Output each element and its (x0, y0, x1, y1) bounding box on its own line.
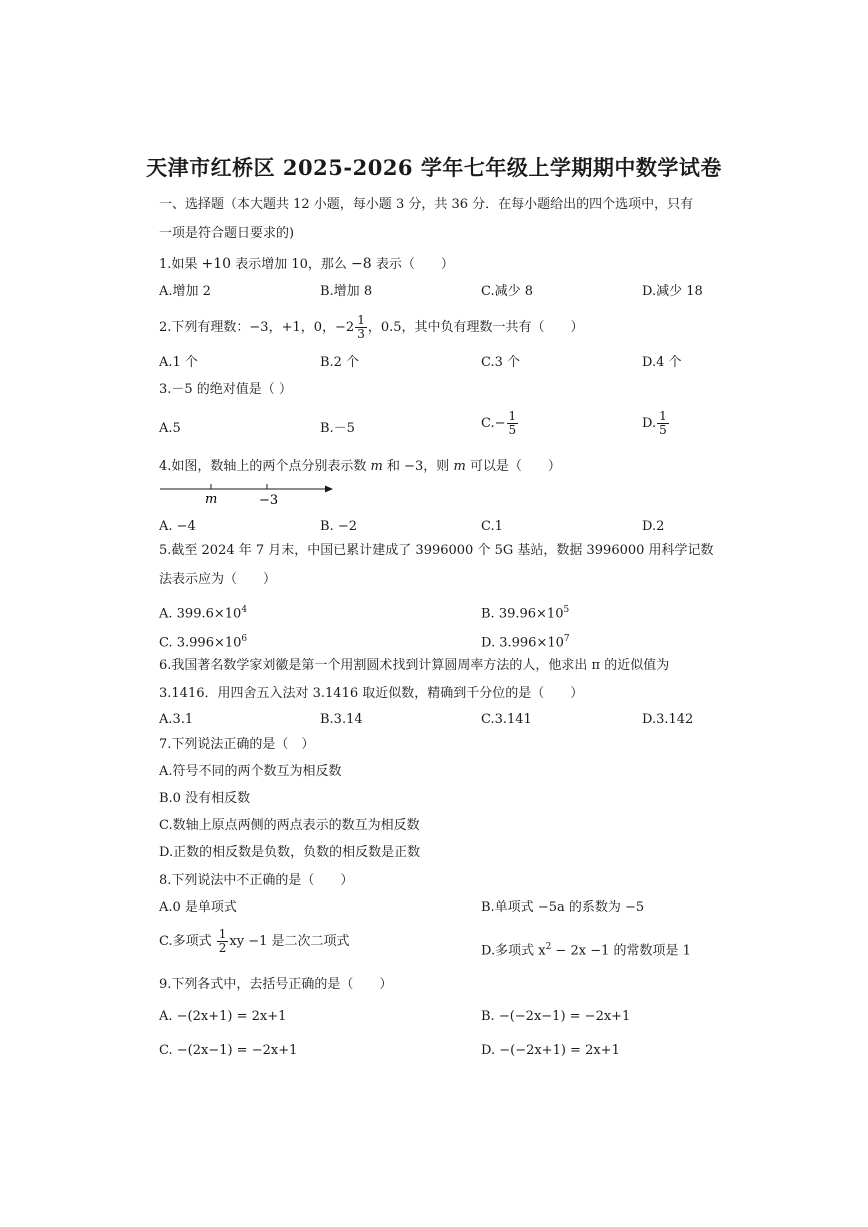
q5-option-b: B. $39.96\times 10^5$ (481, 605, 570, 622)
question-7-stem: 7.下列说法正确的是（ ） (159, 737, 315, 752)
question-5-line1: 5.截至 2024 年 7 月末，中国已累计建成了 3996000 个 5G 基站，数据 3996000 用科学记数 (159, 543, 714, 558)
q7-option-d: D.正数的相反数是负数，负数的相反数是正数 (159, 845, 421, 860)
section-instructions-line2: 一项是符合题日要求的) (159, 226, 295, 241)
q3-option-b: B.－5 (320, 421, 355, 436)
q9-option-d: D. −(−2x+1) = 2x+1 (481, 1043, 620, 1058)
question-4-stem: 4.如图，数轴上的两个点分别表示数 m 和 −3，则 m 可以是（ ） (159, 459, 561, 474)
q2-fraction: $\frac{1}{3}$ (357, 313, 365, 341)
number-line-arrow (325, 486, 333, 493)
q4-option-a: A. −4 (159, 519, 196, 534)
q2-option-d: D.4 个 (642, 355, 682, 370)
q4-option-b: B. −2 (320, 519, 357, 534)
q8-option-d: D.多项式 $x^2 - 2x -1$ 的常数项是 1 (481, 942, 691, 959)
q8-option-c: C.多项式 $\frac{1}{2}$ xy −1 是二次二项式 (159, 927, 350, 955)
question-1-stem: 1.如果 +10 表示增加 10，那么 −8 表示（ ） (159, 256, 454, 272)
section-instructions-line1: 一、选择题（本大题共 12 小题，每小题 3 分，共 36 分．在每小题给出的四个选项中，只有 (159, 197, 694, 212)
q3-option-a: A.5 (159, 421, 181, 436)
question-8-stem: 8.下列说法中不正确的是（ ） (159, 873, 354, 888)
q1-value-positive: +10 (201, 256, 232, 272)
question-2-stem: 2.下列有理数：−3，+1，0，−2 $\frac{1}{3}$ ，0.5，其中负有理数一共有（ ） (159, 313, 584, 341)
q1-value-negative: −8 (351, 256, 372, 272)
q2-option-b: B.2 个 (320, 355, 360, 370)
q1-option-c: C.减少 8 (481, 284, 534, 299)
q8-c-fraction: $\frac{1}{2}$ (218, 927, 227, 955)
q7-option-c: C.数轴上原点两侧的两点表示的数互为相反数 (159, 818, 420, 833)
question-5-line2: 法表示应为（ ） (159, 572, 277, 587)
q3-option-d: D. $\frac{1}{5}$ (642, 409, 667, 437)
question-6-line2: 3.1416．用四舍五入法对 3.1416 取近似数，精确到千分位的是（ ） (159, 686, 584, 701)
q8-option-a: A.0 是单项式 (159, 900, 237, 915)
q7-option-b: B.0 没有相反数 (159, 791, 251, 806)
q3-c-fraction: $\frac{1}{5}$ (508, 409, 517, 437)
q5-option-c: C. $3.996\times 10^6$ (159, 634, 248, 651)
question-9-stem: 9.下列各式中，去括号正确的是（ ） (159, 977, 393, 992)
q4-option-d: D.2 (642, 519, 665, 534)
label-m: m (205, 492, 218, 507)
q9-option-c: C. −(2x−1) = −2x+1 (159, 1043, 298, 1058)
q2-option-a: A.1 个 (159, 355, 198, 370)
q3-option-c: C.− $\frac{1}{5}$ (481, 409, 517, 437)
q5-option-d: D. $3.996\times 10^7$ (481, 634, 570, 651)
number-line-figure (159, 478, 349, 518)
q6-option-d: D.3.142 (642, 712, 694, 727)
q8-option-b: B.单项式 −5a 的系数为 −5 (481, 900, 645, 915)
q6-option-c: C.3.141 (481, 712, 532, 727)
q6-option-a: A.3.1 (159, 712, 194, 727)
q4-option-c: C.1 (481, 519, 503, 534)
q7-option-a: A.符号不同的两个数互为相反数 (159, 764, 342, 779)
question-3-stem: 3.－5 的绝对值是（ ） (159, 382, 292, 397)
page-title: 天津市红桥区 2025-2026 学年七年级上学期期中数学试卷 (146, 155, 722, 180)
label-neg3: −3 (259, 493, 279, 508)
question-6-line1: 6.我国著名数学家刘徽是第一个用割圆术找到计算圆周率方法的人，他求出 π 的近似值为 (159, 658, 670, 673)
q1-option-d: D.减少 18 (642, 284, 703, 299)
q1-option-a: A.增加 2 (159, 284, 211, 299)
q6-option-b: B.3.14 (320, 712, 363, 727)
q5-option-a: A. $399.6\times 10^4$ (159, 605, 248, 622)
q9-option-a: A. −(2x+1) = 2x+1 (159, 1009, 287, 1024)
q1-option-b: B.增加 8 (320, 284, 373, 299)
q2-option-c: C.3 个 (481, 355, 521, 370)
q3-d-fraction: $\frac{1}{5}$ (659, 409, 667, 437)
q9-option-b: B. −(−2x−1) = −2x+1 (481, 1009, 631, 1024)
